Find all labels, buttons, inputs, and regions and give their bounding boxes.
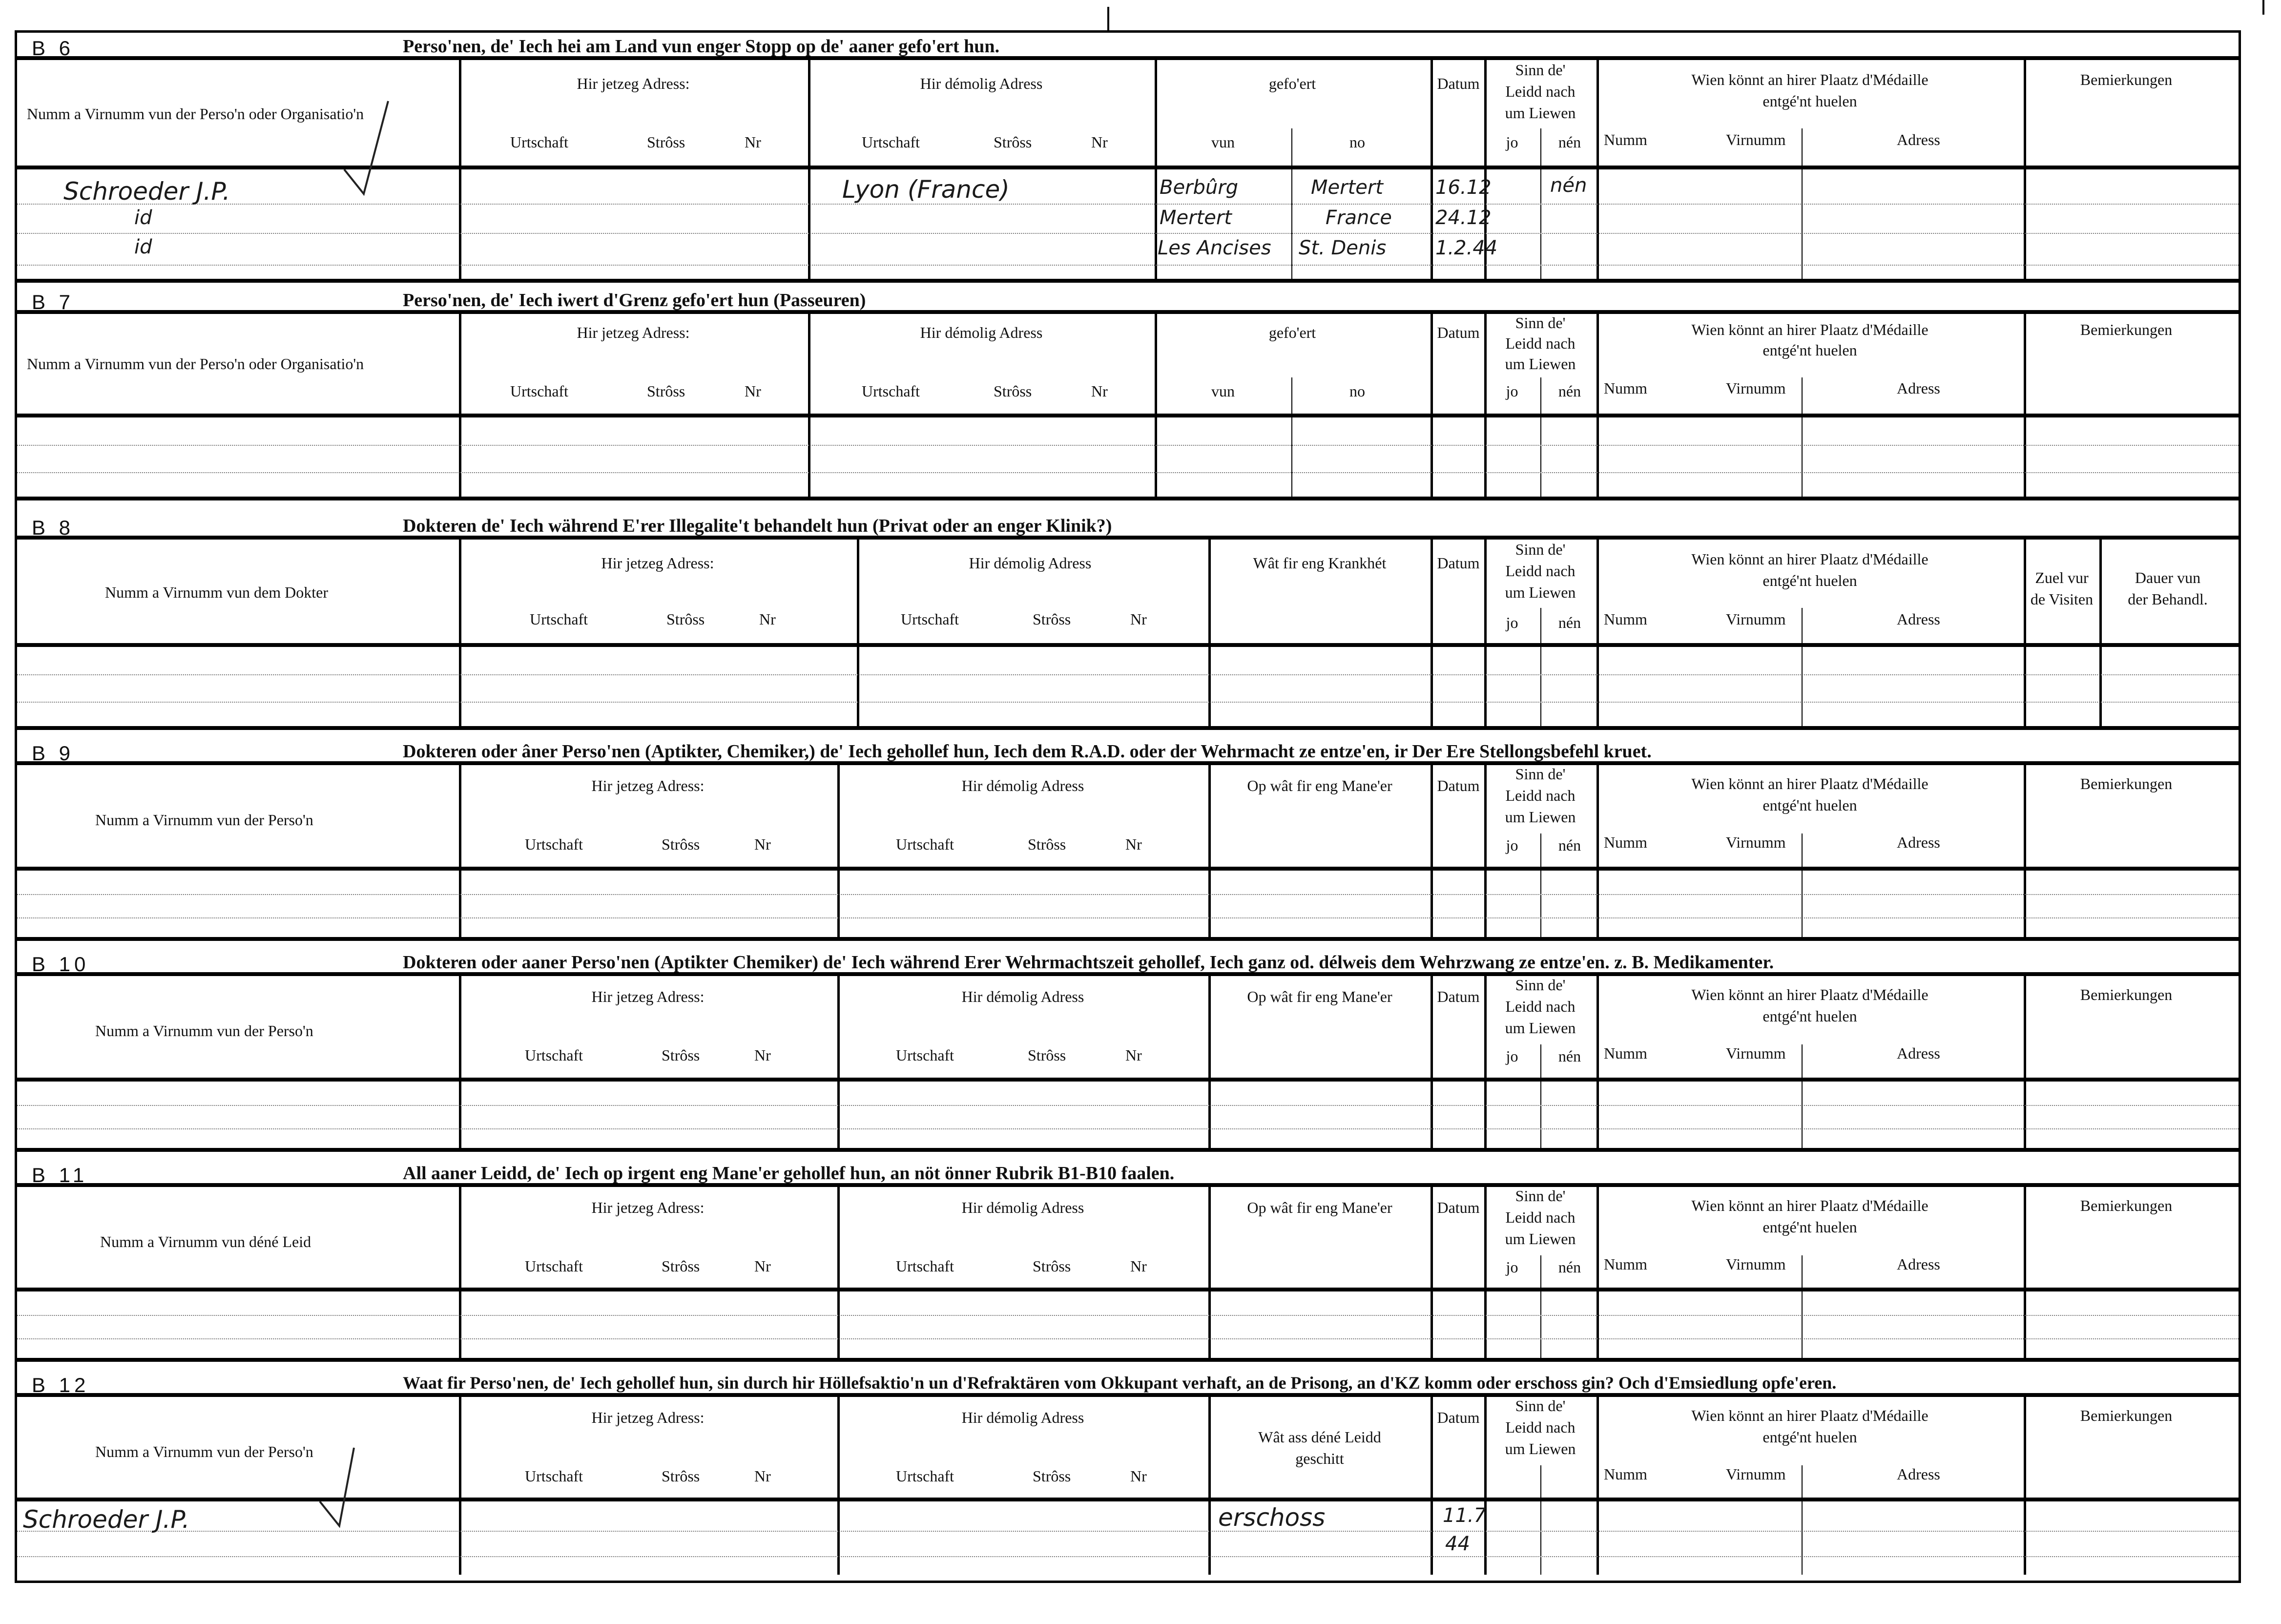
col-label: Strôss	[1028, 835, 1066, 853]
section-title: Perso'nen, de' Iech hei am Land vun enger Stopp op de' aaner gefo'ert hun.	[403, 36, 1000, 57]
col-label: Numm a Virnumm vun dem Dokter	[105, 583, 328, 601]
section-code: B 6	[32, 37, 75, 60]
col-label: Hir jetzeg Adress:	[591, 1409, 705, 1426]
col-label: Leidd nach	[1505, 1418, 1576, 1436]
col-label: um Liewen	[1505, 1230, 1576, 1248]
handwritten-date: 1.2.44	[1435, 237, 1498, 259]
col-label: Op wât fir eng Mane'er	[1247, 988, 1392, 1005]
handwritten-date: 24.12	[1435, 207, 1492, 229]
col-label: Urtschaft	[510, 133, 569, 151]
col-label: Virnumm	[1726, 1255, 1786, 1273]
col-label: nén	[1558, 1258, 1581, 1276]
col-label: Datum	[1437, 324, 1480, 341]
col-label: de Visiten	[2030, 590, 2094, 608]
col-label: Strôss	[662, 835, 700, 853]
col-label: Nr	[754, 1467, 771, 1485]
col-label: Sinn de'	[1515, 1397, 1566, 1415]
header-row	[17, 540, 2239, 647]
col-label: Nr	[754, 1046, 771, 1064]
col-label: Hir jetzeg Adress:	[591, 988, 705, 1005]
col-label: no	[1349, 133, 1365, 151]
col-label: Sinn de'	[1515, 314, 1566, 332]
col-label: Strôss	[662, 1467, 700, 1485]
col-label: Numm	[1604, 1465, 1647, 1483]
col-label: Wien könnt an hirer Plaatz d'Médaille	[1691, 71, 1928, 88]
header-row	[17, 314, 2239, 417]
col-label: Strôss	[1033, 1467, 1071, 1485]
col-label: der Behandl.	[2128, 590, 2208, 608]
col-label: Urtschaft	[525, 1467, 583, 1485]
col-label: Urtschaft	[901, 610, 959, 628]
section-b12	[17, 1370, 2239, 1582]
data-row	[17, 1082, 2239, 1152]
col-label: Strôss	[647, 382, 685, 400]
col-label: Virnumm	[1726, 610, 1786, 628]
col-label: jo	[1506, 1258, 1518, 1276]
col-label: Strôss	[1033, 610, 1071, 628]
col-label: um Liewen	[1505, 808, 1576, 826]
section-title: Waat fir Perso'nen, de' Iech gehollef hun, sin durch hir Höllefsaktio'n un d'Refraktären vom Okkupant verhaft, an de Prisong, an d'KZ komm oder erschoss gin? Och d'Emsiedlung opfe'eren.	[403, 1373, 1837, 1393]
col-label: Datum	[1437, 988, 1480, 1005]
col-label: Datum	[1437, 554, 1480, 572]
col-label: jo	[1506, 836, 1518, 854]
col-label: Numm	[1604, 610, 1647, 628]
col-label: um Liewen	[1505, 1440, 1576, 1457]
handwritten-name: Schroeder J.P.	[63, 177, 230, 206]
col-label: nén	[1558, 614, 1581, 631]
col-label: Adress	[1897, 610, 1940, 628]
col-label: Adress	[1897, 1044, 1940, 1062]
section-code: B 7	[32, 291, 75, 313]
section-title: Dokteren oder aaner Perso'nen (Aptikter Chemiker) de' Iech während Erer Wehrmachtszeit gehollef, Iech ganz od. délweis dem Wehrzwang ze entze'en. z. B. Medikamenter.	[403, 952, 1774, 973]
col-label: um Liewen	[1505, 583, 1576, 601]
col-label: Hir démolig Adress	[961, 1409, 1084, 1426]
col-label: Bemierkungen	[2080, 775, 2173, 792]
col-label: Nr	[754, 1257, 771, 1275]
col-label: Nr	[1091, 382, 1108, 400]
header-row	[17, 765, 2239, 871]
col-label: entgé'nt huelen	[1763, 572, 1857, 589]
handwritten-name: id	[134, 207, 152, 229]
col-label: Bemierkungen	[2080, 321, 2173, 338]
col-label: Wât ass déné Leidd	[1258, 1428, 1381, 1446]
col-label: vun	[1211, 382, 1235, 400]
section-code: B 12	[32, 1374, 90, 1396]
col-label: Bemierkungen	[2080, 1407, 2173, 1424]
col-label: nén	[1558, 382, 1581, 400]
col-label: Hir démolig Adress	[961, 1199, 1084, 1216]
col-label: Numm a Virnumm vun der Perso'n	[95, 1443, 313, 1460]
section-header	[17, 949, 2239, 976]
col-label: Wien könnt an hirer Plaatz d'Médaille	[1691, 1197, 1928, 1214]
handwritten-name: Schroeder J.P.	[23, 1505, 190, 1534]
col-label: Nr	[1130, 610, 1147, 628]
col-label: vun	[1211, 133, 1235, 151]
data-row	[17, 871, 2239, 941]
section-header	[17, 33, 2239, 60]
col-label: Urtschaft	[525, 835, 583, 853]
section-code: B 8	[32, 516, 75, 539]
col-label: nén	[1558, 836, 1581, 854]
section-header	[17, 512, 2239, 540]
col-label: jo	[1506, 133, 1518, 151]
col-label: Urtschaft	[896, 835, 954, 853]
col-label: gefo'ert	[1268, 324, 1316, 341]
col-label: no	[1349, 382, 1365, 400]
col-label: Nr	[745, 133, 761, 151]
page-edge-mark	[1107, 7, 1109, 31]
col-label: Numm a Virnumm vun der Perso'n	[95, 1022, 313, 1040]
col-label: Dauer vun	[2135, 569, 2201, 586]
section-b10	[17, 949, 2239, 1160]
col-label: Nr	[759, 610, 776, 628]
col-label: entgé'nt huelen	[1763, 1428, 1857, 1446]
handwritten-name: id	[134, 236, 152, 258]
col-label: Strôss	[662, 1257, 700, 1275]
col-label: Wien könnt an hirer Plaatz d'Médaille	[1691, 1407, 1928, 1424]
section-header	[17, 1370, 2239, 1397]
col-label: Sinn de'	[1515, 976, 1566, 994]
col-label: Adress	[1897, 379, 1940, 397]
form-page	[15, 30, 2241, 1583]
col-label: Nr	[1130, 1257, 1147, 1275]
handwritten-to: St. Denis	[1299, 237, 1387, 259]
col-label: Virnumm	[1726, 379, 1786, 397]
pen-stroke-mark	[334, 96, 393, 204]
col-label: um Liewen	[1505, 355, 1576, 373]
col-label: Hir démolig Adress	[961, 988, 1084, 1005]
col-label: Datum	[1437, 1409, 1480, 1426]
col-label: Numm a Virnumm vun der Perso'n oder Organisatio'n	[27, 355, 364, 373]
col-label: Urtschaft	[862, 133, 920, 151]
pen-stroke-mark	[310, 1443, 364, 1531]
col-label: Adress	[1897, 833, 1940, 851]
section-title: All aaner Leidd, de' Iech op irgent eng Mane'er gehollef hun, an nöt önner Rubrik B1-B10 faalen.	[403, 1163, 1175, 1184]
header-row	[17, 1187, 2239, 1291]
data-row	[17, 1501, 2239, 1575]
col-label: Urtschaft	[530, 610, 588, 628]
col-label: Virnumm	[1726, 833, 1786, 851]
section-code: B 10	[32, 953, 90, 976]
col-label: Leidd nach	[1505, 787, 1576, 804]
col-label: Wien könnt an hirer Plaatz d'Médaille	[1691, 775, 1928, 792]
col-label: geschitt	[1295, 1450, 1344, 1467]
col-label: Urtschaft	[862, 382, 920, 400]
col-label: Urtschaft	[896, 1467, 954, 1485]
col-label: um Liewen	[1505, 104, 1576, 122]
handwritten-from: Berbûrg	[1160, 176, 1239, 199]
col-label: jo	[1506, 1047, 1518, 1065]
col-label: Virnumm	[1726, 1465, 1786, 1483]
col-label: Hir jetzeg Adress:	[591, 777, 705, 794]
handwritten-date: 44	[1445, 1533, 1470, 1555]
handwritten-what-happened: erschoss	[1218, 1503, 1326, 1532]
data-row	[17, 1291, 2239, 1362]
handwritten-old-address: Lyon (France)	[842, 175, 1010, 204]
col-label: Strôss	[994, 133, 1032, 151]
col-label: Urtschaft	[525, 1257, 583, 1275]
col-label: Hir démolig Adress	[920, 75, 1043, 92]
col-label: Sinn de'	[1515, 61, 1566, 79]
section-title: Perso'nen, de' Iech iwert d'Grenz gefo'ert hun (Passeuren)	[403, 290, 866, 311]
handwritten-to: France	[1326, 207, 1392, 229]
col-label: nén	[1558, 1047, 1581, 1065]
col-label: Strôss	[666, 610, 705, 628]
col-label: Numm a Virnumm vun der Perso'n	[95, 811, 313, 829]
col-label: um Liewen	[1505, 1019, 1576, 1037]
section-title: Dokteren oder âner Perso'nen (Aptikter, Chemiker,) de' Iech gehollef hun, Iech dem R.A.D. oder der Wehrmacht ze entze'en, ir Der Ere Stellongsbefehl kruet.	[403, 741, 1652, 762]
col-label: Leidd nach	[1505, 998, 1576, 1015]
section-code: B 9	[32, 742, 75, 765]
col-label: Nr	[754, 835, 771, 853]
section-b6	[17, 33, 2239, 287]
col-label: Numm	[1604, 1255, 1647, 1273]
col-label: Leidd nach	[1505, 83, 1576, 100]
col-label: Wât fir eng Krankhét	[1253, 554, 1387, 572]
section-header	[17, 287, 2239, 314]
col-label: Strôss	[647, 133, 685, 151]
col-label: Hir démolig Adress	[961, 777, 1084, 794]
section-b9	[17, 738, 2239, 949]
col-label: Sinn de'	[1515, 765, 1566, 783]
handwritten-date: 16.12	[1435, 176, 1492, 199]
col-label: entgé'nt huelen	[1763, 1218, 1857, 1236]
col-label: Nr	[1125, 1046, 1142, 1064]
section-b11	[17, 1160, 2239, 1370]
col-label: Numm	[1604, 833, 1647, 851]
col-label: Sinn de'	[1515, 1187, 1566, 1205]
data-row	[17, 647, 2239, 730]
col-label: Leidd nach	[1505, 562, 1576, 580]
col-label: Virnumm	[1726, 1044, 1786, 1062]
col-label: Sinn de'	[1515, 541, 1566, 558]
col-label: Hir démolig Adress	[969, 554, 1092, 572]
col-label: Hir jetzeg Adress:	[601, 554, 714, 572]
handwritten-from: Les Ancises	[1158, 237, 1271, 259]
col-label: Urtschaft	[525, 1046, 583, 1064]
col-label: Numm	[1604, 379, 1647, 397]
col-label: Adress	[1897, 1465, 1940, 1483]
col-label: Urtschaft	[896, 1046, 954, 1064]
handwritten-from: Mertert	[1160, 207, 1232, 229]
col-label: Leidd nach	[1505, 334, 1576, 352]
handwritten-to: Mertert	[1311, 176, 1383, 199]
col-label: Numm a Virnumm vun der Perso'n oder Organisatio'n	[27, 105, 364, 123]
header-row	[17, 976, 2239, 1082]
col-label: Datum	[1437, 777, 1480, 794]
section-title: Dokteren de' Iech während E'rer Illegalite't behandelt hun (Privat oder an enger Klinik?)	[403, 516, 1112, 536]
col-label: jo	[1506, 382, 1518, 400]
col-label: Wien könnt an hirer Plaatz d'Médaille	[1691, 550, 1928, 568]
col-label: Hir jetzeg Adress:	[591, 1199, 705, 1216]
col-label: entgé'nt huelen	[1763, 1007, 1857, 1025]
col-label: Nr	[1091, 133, 1108, 151]
col-label: Datum	[1437, 1199, 1480, 1216]
col-label: Adress	[1897, 131, 1940, 148]
col-label: Datum	[1437, 75, 1480, 92]
col-label: Adress	[1897, 1255, 1940, 1273]
col-label: Leidd nach	[1505, 1208, 1576, 1226]
col-label: Numm	[1604, 131, 1647, 148]
col-label: Op wât fir eng Mane'er	[1247, 1199, 1392, 1216]
page-edge-mark	[2262, 0, 2264, 15]
col-label: nén	[1558, 133, 1581, 151]
col-label: Wien könnt an hirer Plaatz d'Médaille	[1691, 986, 1928, 1003]
col-label: Bemierkungen	[2080, 1197, 2173, 1214]
col-label: entgé'nt huelen	[1763, 92, 1857, 110]
col-label: jo	[1506, 614, 1518, 631]
col-label: Bemierkungen	[2080, 986, 2173, 1003]
col-label: Numm a Virnumm vun déné Leid	[100, 1233, 311, 1250]
section-b7	[17, 287, 2239, 512]
handwritten-date: 11.7	[1443, 1504, 1487, 1527]
col-label: entgé'nt huelen	[1763, 796, 1857, 814]
col-label: Wien könnt an hirer Plaatz d'Médaille	[1691, 321, 1928, 338]
section-code: B 11	[32, 1164, 88, 1187]
section-header	[17, 738, 2239, 765]
col-label: Nr	[745, 382, 761, 400]
col-label: Numm	[1604, 1044, 1647, 1062]
data-row	[17, 169, 2239, 283]
col-label: gefo'ert	[1268, 75, 1316, 92]
col-label: Urtschaft	[896, 1257, 954, 1275]
col-label: Bemierkungen	[2080, 71, 2173, 88]
col-label: Strôss	[1033, 1257, 1071, 1275]
section-header	[17, 1160, 2239, 1187]
col-label: Hir jetzeg Adress:	[577, 75, 690, 92]
col-label: Hir jetzeg Adress:	[577, 324, 690, 341]
col-label: Virnumm	[1726, 131, 1786, 148]
col-label: Zuel vur	[2035, 569, 2089, 586]
col-label: entgé'nt huelen	[1763, 341, 1857, 359]
col-label: Op wât fir eng Mane'er	[1247, 777, 1392, 794]
handwritten-nen: nén	[1550, 174, 1587, 197]
col-label: Nr	[1130, 1467, 1147, 1485]
col-label: Hir démolig Adress	[920, 324, 1043, 341]
col-label: Urtschaft	[510, 382, 569, 400]
col-label: Nr	[1125, 835, 1142, 853]
col-label: Strôss	[662, 1046, 700, 1064]
section-b8	[17, 512, 2239, 738]
col-label: Strôss	[1028, 1046, 1066, 1064]
data-row	[17, 417, 2239, 500]
col-label: Strôss	[994, 382, 1032, 400]
